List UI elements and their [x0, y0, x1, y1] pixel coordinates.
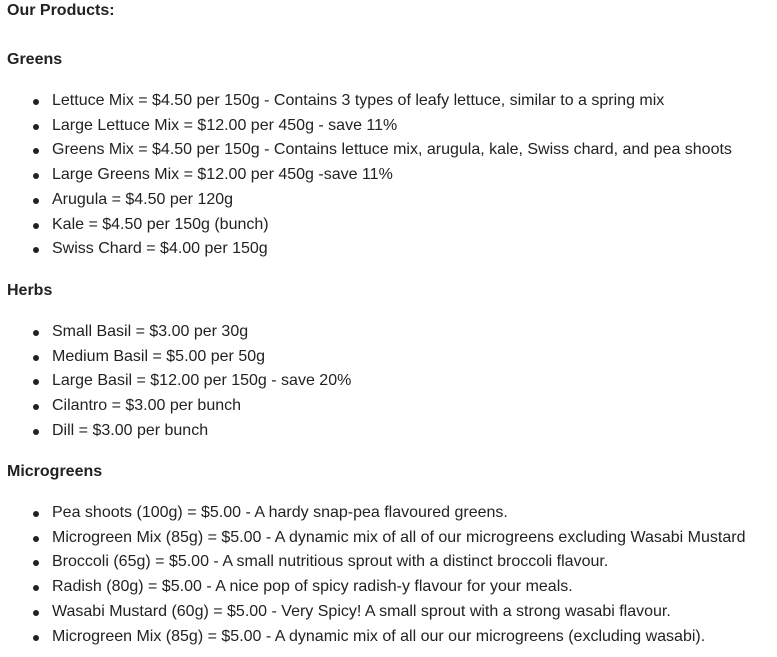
- microgreens-list: [7, 501, 777, 649]
- bullet-icon: [33, 404, 39, 410]
- list-item: Radish (80g) = $5.00 - A nice pop of spicy radish-y flavour for your meals.: [7, 575, 777, 600]
- list-item: Medium Basil = $5.00 per 50g: [7, 345, 777, 370]
- list-item: Large Basil = $12.00 per 150g - save 20%: [7, 369, 777, 394]
- bullet-icon: [33, 330, 39, 336]
- list-item: Cilantro = $3.00 per bunch: [7, 394, 777, 419]
- list-item: Arugula = $4.50 per 120g: [7, 188, 777, 213]
- bullet-icon: [33, 198, 39, 204]
- list-item: Lettuce Mix = $4.50 per 150g - Contains 3 types of leafy lettuce, similar to a spring mix: [7, 89, 777, 114]
- bullet-icon: [33, 511, 39, 517]
- bullet-icon: [33, 429, 39, 435]
- bullet-icon: [33, 223, 39, 229]
- bullet-icon: [33, 635, 39, 641]
- bullet-icon: [33, 99, 39, 105]
- list-item: Wasabi Mustard (60g) = $5.00 - Very Spicy! A small sprout with a strong wasabi flavour.: [7, 600, 777, 625]
- bullet-icon: [33, 585, 39, 591]
- list-item: Swiss Chard = $4.00 per 150g: [7, 237, 777, 262]
- list-item: Pea shoots (100g) = $5.00 - A hardy snap-pea flavoured greens.: [7, 501, 777, 526]
- list-item: Microgreen Mix (85g) = $5.00 - A dynamic mix of all our our microgreens (excluding wasabi).: [7, 625, 777, 650]
- greens-list: [7, 89, 777, 262]
- list-item: Kale = $4.50 per 150g (bunch): [7, 213, 777, 238]
- bullet-icon: [33, 173, 39, 179]
- list-item: Greens Mix = $4.50 per 150g - Contains lettuce mix, arugula, kale, Swiss chard, and pea shoots: [7, 138, 777, 163]
- list-item: Small Basil = $3.00 per 30g: [7, 320, 777, 345]
- list-item: Large Greens Mix = $12.00 per 450g -save 11%: [7, 163, 777, 188]
- page-title: Our Products:: [7, 2, 115, 19]
- bullet-icon: [33, 536, 39, 542]
- bullet-icon: [33, 247, 39, 253]
- bullet-icon: [33, 610, 39, 616]
- list-item: Microgreen Mix (85g) = $5.00 - A dynamic mix of all of our microgreens excluding Wasabi Mustard: [7, 526, 777, 551]
- list-item: Large Lettuce Mix = $12.00 per 450g - save 11%: [7, 114, 777, 139]
- list-item: Broccoli (65g) = $5.00 - A small nutritious sprout with a distinct broccoli flavour.: [7, 550, 777, 575]
- herbs-list: [7, 320, 777, 444]
- bullet-icon: [33, 355, 39, 361]
- bullet-icon: [33, 124, 39, 130]
- section-heading-microgreens: Microgreens: [7, 463, 103, 480]
- bullet-icon: [33, 560, 39, 566]
- section-heading-greens: Greens: [7, 51, 63, 68]
- list-item: Dill = $3.00 per bunch: [7, 419, 777, 444]
- section-heading-herbs: Herbs: [7, 282, 53, 299]
- bullet-icon: [33, 379, 39, 385]
- bullet-icon: [33, 148, 39, 154]
